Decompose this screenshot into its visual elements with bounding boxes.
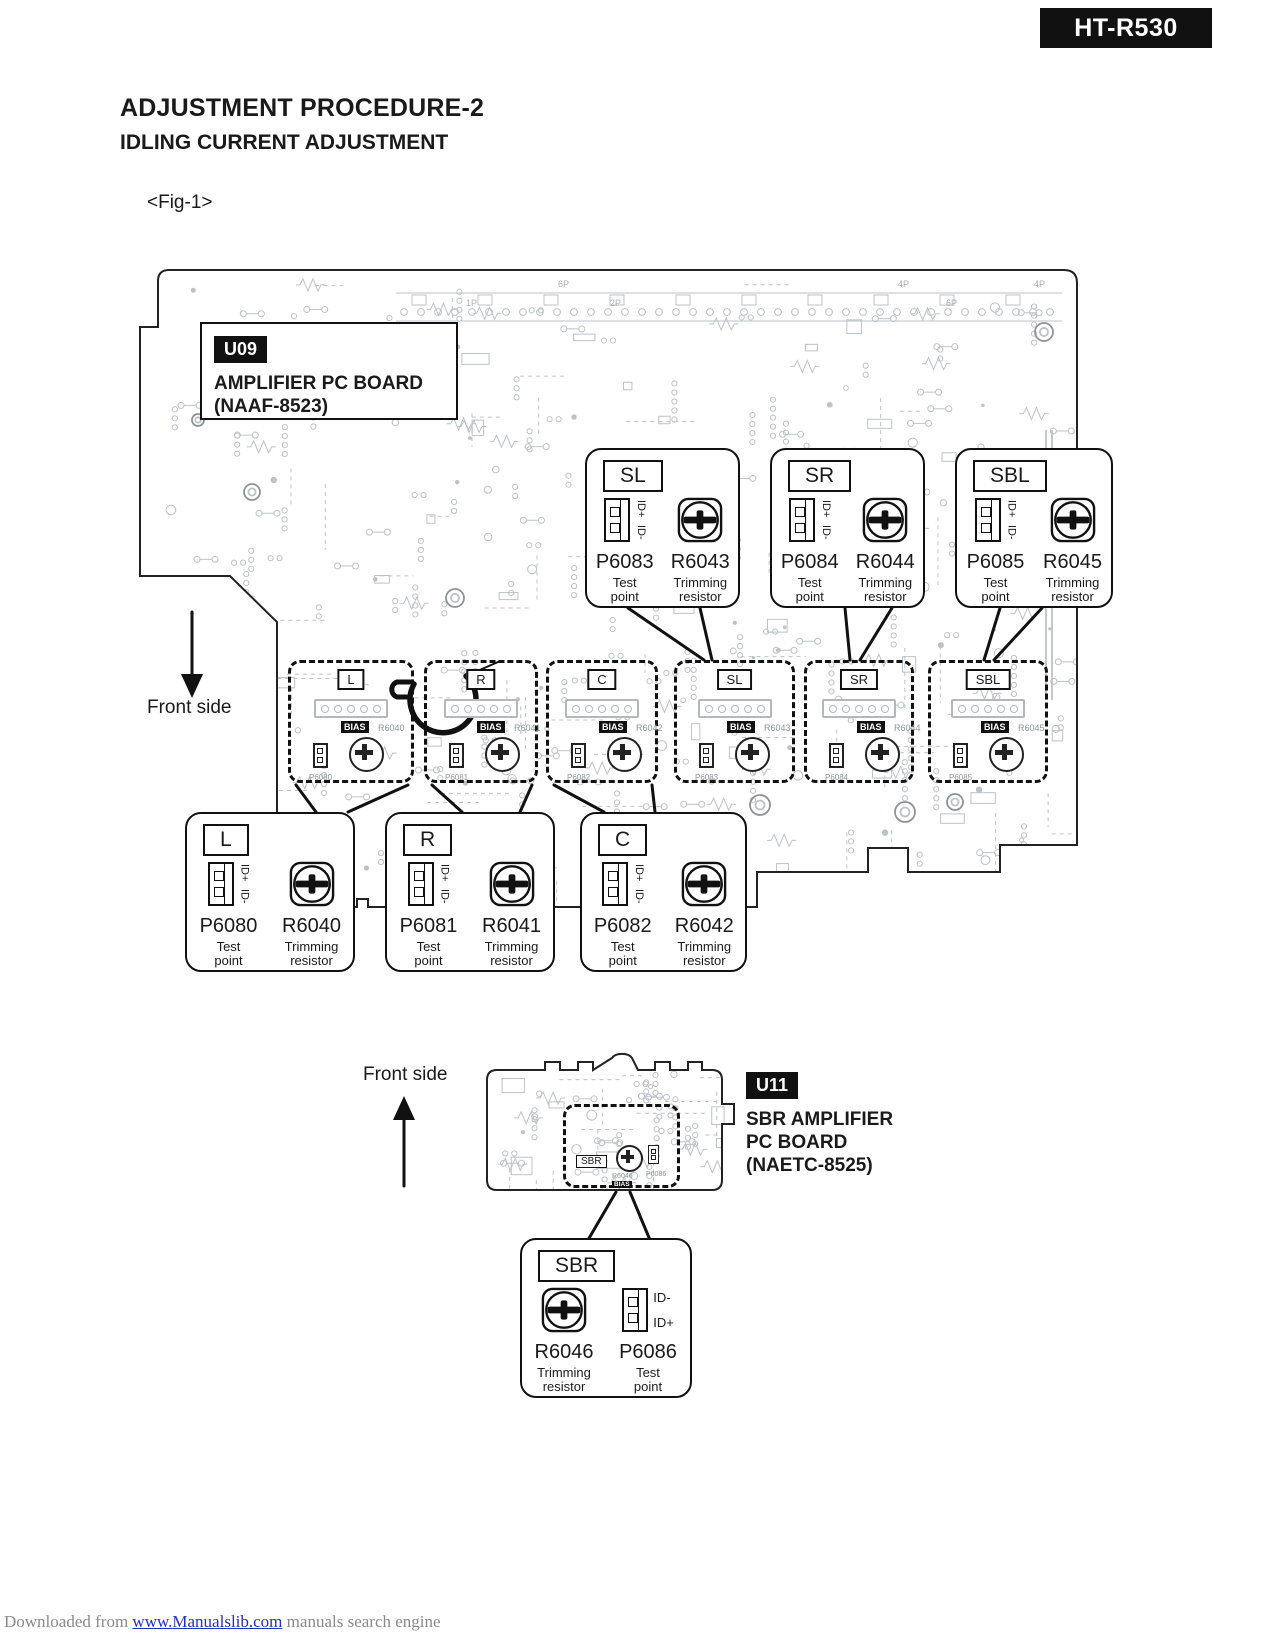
mini-connector-icon [699, 743, 714, 768]
zone-label: L [337, 669, 364, 690]
bias-label: BIAS [727, 721, 755, 733]
test-point-caption: Test point [981, 575, 1010, 604]
test-point-caption: Test point [214, 939, 243, 968]
test-point-caption: Test point [795, 575, 824, 604]
mini-trimmer-icon [735, 737, 770, 772]
zone-trimmer-ref: R6044 [894, 723, 921, 733]
bias-label: BIAS [981, 721, 1009, 733]
connector-pin-count-label: 4P [898, 279, 910, 289]
zone-trimmer-ref: R6045 [1018, 723, 1045, 733]
mini-connector-icon [953, 743, 968, 768]
test-point-connector-icon [975, 498, 1001, 542]
zone-test-point-ref: P6082 [567, 773, 591, 782]
down-arrow-icon [181, 674, 203, 698]
callout-box-sl [585, 448, 740, 608]
trimmer-ref: R6046 [534, 1341, 594, 1363]
connector-pin-count-label: 2P [610, 298, 622, 308]
mini-connector-icon [449, 743, 464, 768]
mini-trimmer-icon [485, 737, 520, 772]
board-u09-ref: U09 [214, 336, 267, 363]
footer-suffix: manuals search engine [286, 1612, 441, 1631]
zone-trimmer-ref: R6046 [612, 1173, 633, 1180]
trimmer-caption: Trimming resistor [1045, 575, 1100, 604]
mini-trimmer-icon [349, 737, 384, 772]
trimming-resistor-icon [681, 861, 727, 907]
trimmer-ref: R6045 [1043, 551, 1102, 573]
trimmer-caption: Trimming resistor [484, 939, 539, 968]
test-point-ref: P6082 [593, 915, 652, 937]
trimmer-caption: Trimming resistor [284, 939, 339, 968]
zone-test-point-ref: P6086 [646, 1171, 667, 1178]
trimmer-ref: R6041 [482, 915, 541, 937]
channel-label: R [403, 824, 452, 856]
zone-label: C [587, 669, 616, 690]
id-pin-labels: ID+ ID- [238, 864, 251, 904]
connector-silkscreen-icon [951, 699, 1025, 718]
test-point-connector-icon [602, 862, 628, 906]
zone-test-point-ref: P6085 [949, 773, 973, 782]
trimming-resistor-icon [541, 1287, 587, 1333]
board-u11-name: SBR AMPLIFIER PC BOARD (NAETC-8525) [746, 1109, 894, 1176]
pcb-zone-c [546, 660, 663, 783]
mini-connector-icon [313, 743, 328, 768]
zone-test-point-ref: P6080 [309, 773, 333, 782]
test-point-connector-icon [789, 498, 815, 542]
test-point-connector-icon [622, 1288, 648, 1332]
pcb-zone-sr [804, 660, 921, 783]
zone-label: SR [840, 669, 878, 690]
zone-test-point-ref: P6083 [695, 773, 719, 782]
mini-trimmer-icon [865, 737, 900, 772]
channel-label: SBL [973, 460, 1047, 492]
connector-pin-count-label: 6P [946, 298, 958, 308]
trimmer-caption: Trimming resistor [858, 575, 913, 604]
trimming-resistor-icon [677, 497, 723, 543]
board-u09-label-box [200, 322, 458, 420]
id-pin-labels: ID+ ID- [1005, 500, 1018, 540]
connector-silkscreen-icon [565, 699, 639, 718]
bias-label: BIAS [477, 721, 505, 733]
trimming-resistor-icon [1050, 497, 1096, 543]
trimming-resistor-icon [489, 861, 535, 907]
connector-pin-count-label: 4P [1034, 279, 1046, 289]
mini-trimmer-icon [989, 737, 1024, 772]
bias-label: BIAS [341, 721, 369, 733]
page-subtitle: IDLING CURRENT ADJUSTMENT [120, 131, 449, 154]
mini-connector-icon [829, 743, 844, 768]
id-pin-labels: ID+ ID- [634, 500, 647, 540]
up-arrow-icon [393, 1096, 415, 1120]
test-point-caption: Test point [610, 575, 639, 604]
zone-trimmer-ref: R6043 [764, 723, 791, 733]
trimmer-ref: R6043 [670, 551, 730, 573]
test-point-ref: P6085 [966, 551, 1025, 573]
test-point-connector-icon [208, 862, 234, 906]
front-side-label-u09: Front side [147, 697, 232, 718]
channel-label: SR [788, 460, 851, 492]
trimmer-caption: Trimming resistor [537, 1365, 591, 1394]
id-pin-labels: ID- ID+ [653, 1290, 674, 1330]
callout-box-r [385, 812, 555, 972]
mini-connector-icon [648, 1145, 659, 1164]
connector-silkscreen-icon [444, 699, 518, 718]
pcb-zone-sbl [928, 660, 1048, 783]
callout-box-sbl [955, 448, 1113, 608]
pcb-zone-sbr [563, 1104, 680, 1188]
zone-test-point-ref: P6084 [825, 773, 849, 782]
zone-label: SBL [966, 669, 1011, 690]
trimmer-ref: R6042 [674, 915, 734, 937]
figure-label: <Fig-1> [147, 192, 213, 213]
connector-silkscreen-icon [698, 699, 772, 718]
bias-label: BIAS [614, 1181, 630, 1188]
channel-label: SL [603, 460, 663, 492]
id-pin-labels: ID+ ID- [438, 864, 451, 904]
connector-pin-count-label: 1P [466, 298, 478, 308]
model-badge: HT-R530 [1040, 8, 1212, 48]
trimmer-caption: Trimming resistor [677, 939, 732, 968]
test-point-ref: P6084 [780, 551, 839, 573]
callout-box-sr [770, 448, 925, 608]
board-u11-ref: U11 [746, 1072, 798, 1099]
id-pin-labels: ID+ ID- [632, 864, 645, 904]
callout-box-c [580, 812, 747, 972]
manualslib-link[interactable]: www.Manualslib.com [132, 1612, 283, 1631]
zone-label: SBR [576, 1155, 607, 1168]
test-point-caption: Test point [633, 1365, 663, 1394]
test-point-ref: P6081 [399, 915, 458, 937]
zone-test-point-ref: P6081 [445, 773, 469, 782]
pcb-zone-l [288, 660, 414, 783]
page-title: ADJUSTMENT PROCEDURE-2 [120, 94, 485, 122]
bias-label: BIAS [599, 721, 627, 733]
test-point-ref: P6083 [595, 551, 654, 573]
callout-box-l [185, 812, 355, 972]
zone-label: R [466, 669, 495, 690]
board-u09-name: AMPLIFIER PC BOARD (NAAF-8523) [214, 373, 423, 417]
connector-pin-count-label: 6P [558, 279, 570, 289]
front-side-label-u11: Front side [363, 1064, 448, 1085]
mini-trimmer-icon [607, 737, 642, 772]
zone-trimmer-ref: R6041 [514, 723, 541, 733]
test-point-connector-icon [408, 862, 434, 906]
id-pin-labels: ID+ ID- [819, 500, 832, 540]
trimmer-ref: R6040 [282, 915, 341, 937]
mini-trimmer-icon [616, 1145, 643, 1172]
board-u11-label-block [746, 1072, 893, 1177]
zone-label: SL [717, 669, 753, 690]
connector-silkscreen-icon [314, 699, 388, 718]
test-point-caption: Test point [608, 939, 637, 968]
zone-trimmer-ref: R6042 [636, 723, 663, 733]
trimming-resistor-icon [862, 497, 908, 543]
bias-label: BIAS [857, 721, 885, 733]
mini-connector-icon [571, 743, 586, 768]
test-point-ref: P6080 [199, 915, 258, 937]
pcb-zone-sl [674, 660, 795, 783]
channel-label: SBR [538, 1250, 615, 1282]
channel-label: L [203, 824, 249, 856]
callout-box-sbr [520, 1238, 692, 1398]
trimmer-ref: R6044 [855, 551, 915, 573]
test-point-ref: P6086 [619, 1341, 677, 1363]
channel-label: C [598, 824, 647, 856]
test-point-connector-icon [604, 498, 630, 542]
zone-trimmer-ref: R6040 [378, 723, 405, 733]
trimming-resistor-icon [289, 861, 335, 907]
footer-prefix: Downloaded from [4, 1612, 129, 1631]
test-point-caption: Test point [414, 939, 443, 968]
trimmer-caption: Trimming resistor [673, 575, 728, 604]
pcb-zone-r [424, 660, 541, 783]
connector-silkscreen-icon [822, 699, 896, 718]
footer [4, 1612, 441, 1632]
